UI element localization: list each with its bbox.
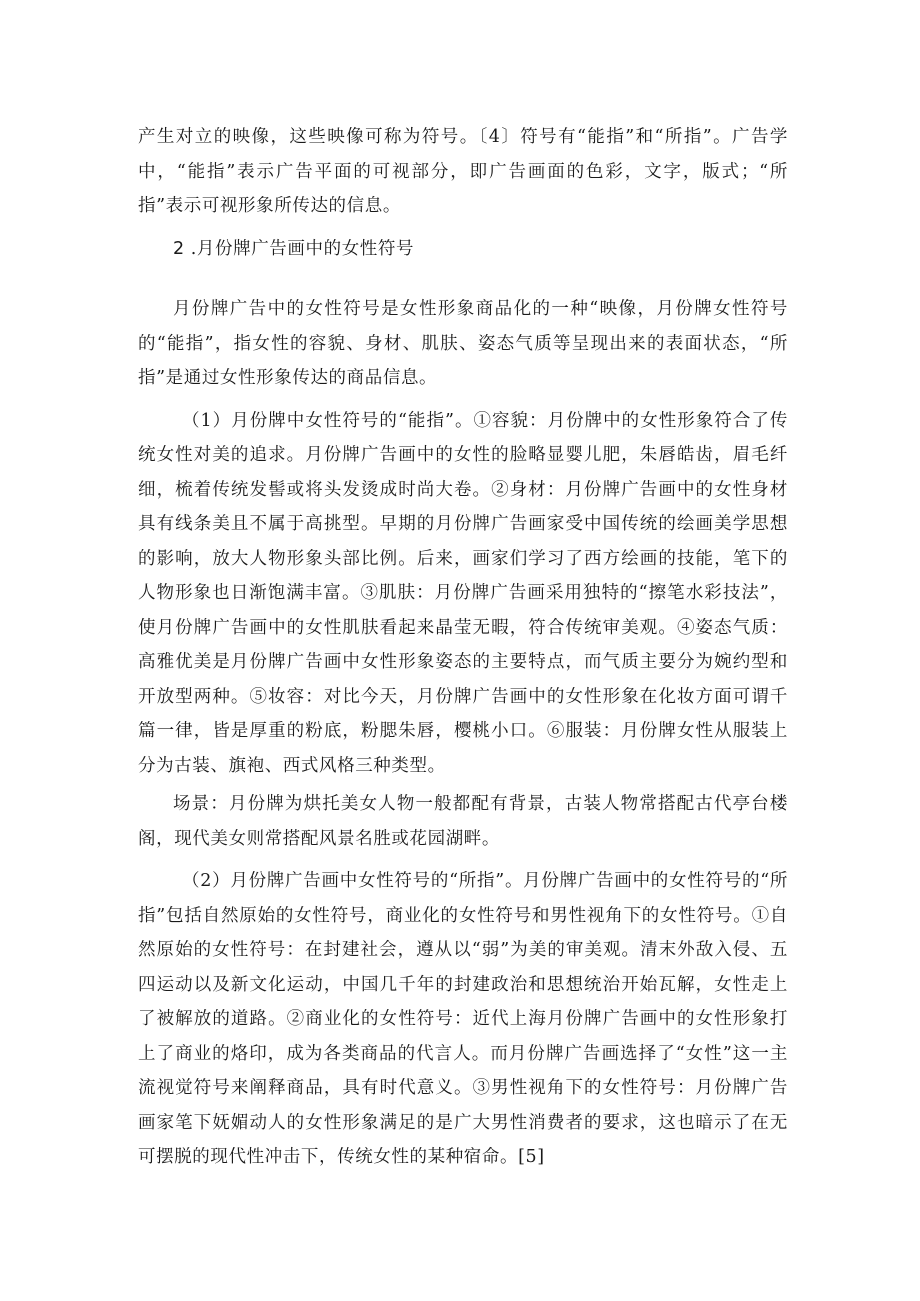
- section-heading-number: 2: [173, 238, 185, 259]
- paragraph-signs-intro: 产生对立的映像，这些映像可称为符号。〔4〕符号有“能指”和“所指”。广告学中，“能指”表示广告平面的可视部分，即广告画面的色彩，文字，版式；“所指”表示可视形象所传达的信息。: [138, 127, 788, 216]
- paragraph-scene: 场景：月份牌为烘托美女人物一般都配有背景，古装人物常搭配古代亭台楼阁，现代美女则常搭配风景名胜或花园湖畔。: [138, 794, 788, 849]
- paragraph-signifier: （1）月份牌中女性符号的“能指”。①容貌：月份牌中的女性形象符合了传统女性对美的追求。月份牌广告画中的女性的脸略显婴儿肥，朱唇皓齿，眉毛纤细，梳着传统发髻或将头发烫成时尚大卷。②身材：月份牌广告画中的女性身材具有线条美且不属于高挑型。早期的月份牌广告画家受中国传统的绘画美学思想的影响，放大人物形象头部比例。后来，画家们学习了西方绘画的技能，笔下的人物形象也日渐饱满丰富。③肌肤：月份牌广告画采用独特的“擦笔水彩技法”，使月份牌广告画中的女性肌肤看起来晶莹无暇，符合传统审美观。④姿态气质：高雅优美是月份牌广告画中女性形象姿态的主要特点，而气质主要分为婉约型和开放型两种。⑤妆容：对比今天，月份牌广告画中的女性形象在化妆方面可谓千篇一律，皆是厚重的粉底，粉腮朱唇，樱桃小口。⑥服装：月份牌女性从服装上分为古装、旗袍、西式风格三种类型。: [138, 410, 788, 776]
- document-body: [138, 120, 788, 1179]
- paragraph-female-symbol: 月份牌广告中的女性符号是女性形象商品化的一种“映像，月份牌女性符号的“能指”，指女性的容貌、身材、肌肤、姿态气质等呈现出来的表面状态，“所指”是通过女性形象传达的商品信息。: [138, 299, 788, 388]
- paragraph-signified: （2）月份牌广告画中女性符号的“所指”。月份牌广告画中的女性符号的“所指”包括自然原始的女性符号，商业化的女性符号和男性视角下的女性符号。①自然原始的女性符号：在封建社会，遵从以“弱”为美的审美观。清末外敌入侵、五四运动以及新文化运动，中国几千年的封建政治和思想统治开始瓦解，女性走上了被解放的道路。②商业化的女性符号：近代上海月份牌广告画中的女性形象打上了商业的烙印，成为各类商品的代言人。而月份牌广告画选择了“女性”这一主流视觉符号来阐释商品，具有时代意义。③男性视角下的女性符号：月份牌广告画家笔下妩媚动人的女性形象满足的是广大男性消费者的要求，这也暗示了在无可摆脱的现代性冲击下，传统女性的某种宿命。[5]: [138, 871, 788, 1167]
- section-heading: [138, 232, 788, 267]
- section-heading-title: .月份牌广告画中的女性符号: [190, 238, 415, 259]
